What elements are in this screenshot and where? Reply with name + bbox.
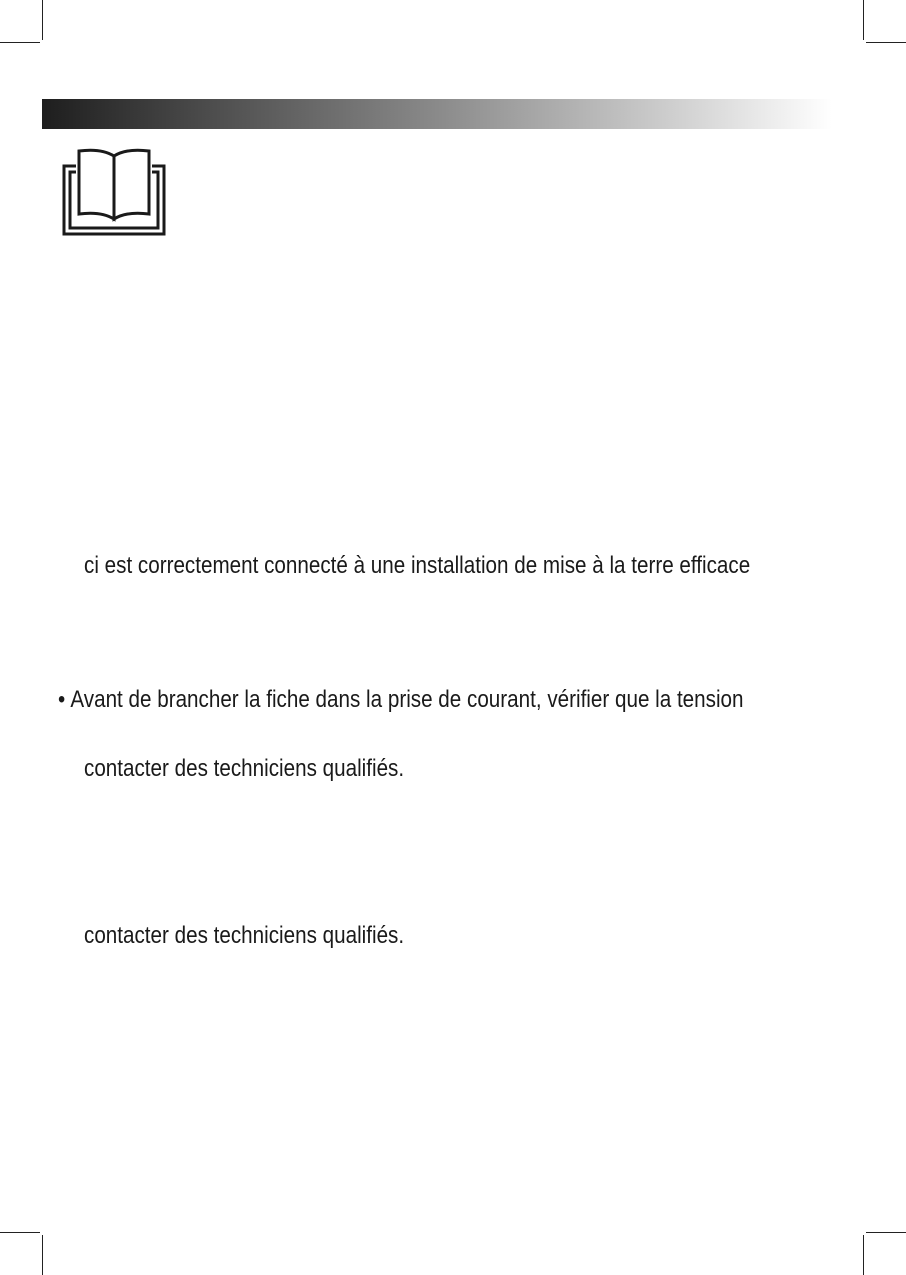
instruction-text-line: ci est correctement connecté à une installation de mise à la terre efficace: [84, 552, 751, 579]
crop-mark: [42, 0, 43, 40]
bullet-marker: •: [58, 686, 66, 713]
crop-mark: [866, 42, 906, 43]
crop-mark: [866, 1232, 906, 1233]
crop-mark: [0, 42, 40, 43]
open-book-manual-icon: [62, 146, 166, 238]
header-gradient-band: [42, 99, 832, 129]
instruction-text: Avant de brancher la fiche dans la prise de courant, vérifier que la tension: [70, 686, 744, 713]
crop-mark: [863, 0, 864, 40]
instruction-text-line: contacter des techniciens qualifiés.: [84, 922, 405, 949]
crop-mark: [42, 1235, 43, 1275]
crop-mark: [0, 1232, 40, 1233]
crop-mark: [863, 1235, 864, 1275]
instruction-text-line: contacter des techniciens qualifiés.: [84, 755, 405, 782]
instruction-bullet-line: [58, 685, 744, 715]
